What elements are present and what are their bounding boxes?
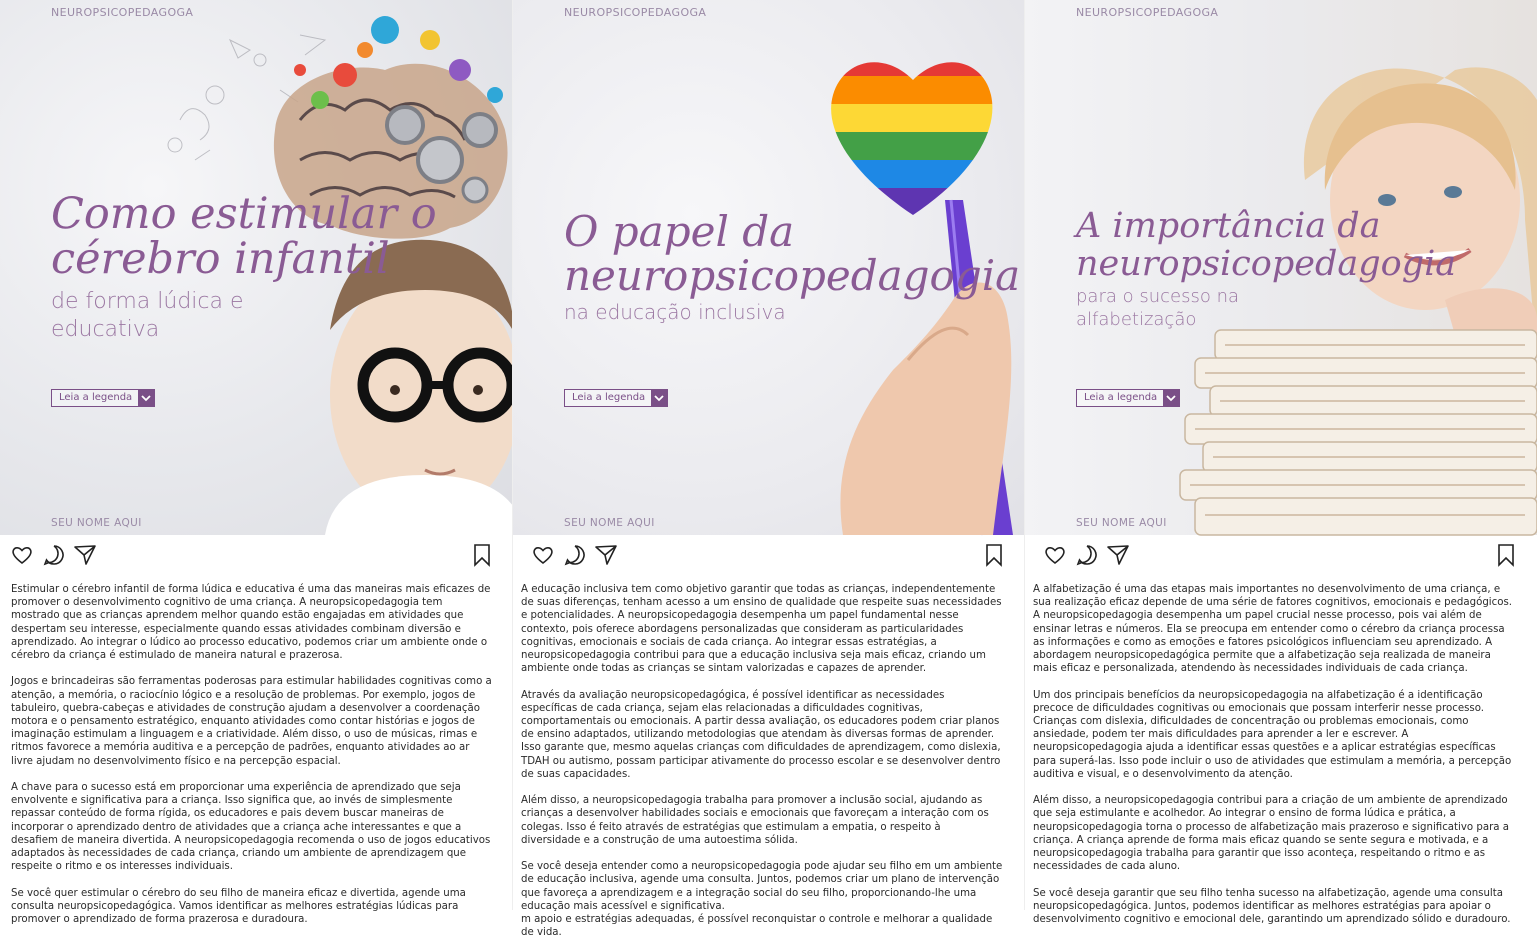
post-actions xyxy=(10,543,494,567)
caption-paragraph: Jogos e brincadeiras são ferramentas poderosas para estimular habilidades cognitivas como a atenção, a memória, o raciocínio lógico e a resolução de problemas. Por exemplo, jogos de tabuleiro, quebra-cabeças e atividades de construção ajudam a desenvolver a coordenação motora e o pensamento estratégico, enquanto atividades como contar histórias e jogos de imaginação estimulam a linguagem e a criatividade. Além disso, o uso de músicas, rimas e ritmos favorece a memória auditiva e a percepção de padrões, enquanto atividades ao ar livre ajudam no desenvolvimento físico e na percepção espacial. xyxy=(11,676,492,767)
caption-paragraph: A educação inclusiva tem como objetivo garantir que todas as crianças, independentemente de suas diferenças, tenham acesso a um ensino de qualidade que respeite suas necessidades e potencialidades. A neuropsicopedagogia desempenha um papel fundamental nesse contexto, pois oferece abordagens personalizadas que consideram as particularidades cognitivas, emocionais e sociais de cada criança. Ao integrar essas estratégias, a neuropsicopedagogia contribui para que a educação inclusiva seja mais eficaz, criando um ambiente onde todas as crianças se sintam valorizadas e capazes de aprender. xyxy=(521,584,1002,675)
post-caption xyxy=(11,583,493,926)
post-1 xyxy=(0,0,512,926)
post-image[interactable] xyxy=(1025,0,1537,535)
comment-icon[interactable] xyxy=(1075,543,1099,567)
heart-icon[interactable] xyxy=(531,543,555,567)
author-name: SEU NOME AQUI xyxy=(1076,517,1167,529)
caption-paragraph: Se você quer estimular o cérebro do seu filho de maneira eficaz e divertida, agende uma consulta neuropsicopedagógica. Vamos identificar as melhores estratégias lúdicas para promover o aprendizado de forma prazerosa e duradoura. xyxy=(11,887,466,926)
heart-icon[interactable] xyxy=(10,543,34,567)
caption-paragraph: Além disso, a neuropsicopedagogia trabalha para promover a inclusão social, ajudando as crianças a desenvolver habilidades sociais e emocionais que favoreçam a interação com os colegas. Isso é feito através de estratégias que estimulam a empatia, o respeito à diversidade e a construção de uma autoestima sólida. xyxy=(521,795,989,846)
bookmark-icon[interactable] xyxy=(982,543,1006,567)
post-subtitle xyxy=(1076,285,1239,331)
read-caption-label: Leia a legenda xyxy=(1084,392,1158,403)
read-caption-label: Leia a legenda xyxy=(572,392,646,403)
post-actions xyxy=(1035,543,1518,567)
comment-icon[interactable] xyxy=(563,543,587,567)
post-2 xyxy=(512,0,1024,939)
title-line: A importância da xyxy=(1076,206,1381,246)
caption-paragraph: Se você deseja garantir que seu filho tenha sucesso na alfabetização, agende uma consulta neuropsicopedagógica. Juntos, podemos identificar as melhores estratégias para apoiar o desenvolvimento cognitivo e emocional dele, garantindo um aprendizado sólido e duradouro. xyxy=(1033,887,1511,926)
caption-paragraph: A chave para o sucesso está em proporcionar uma experiência de aprendizado que seja envolvente e significativa para a criança. Isso significa que, ao invés de simplesmente repassar conteúdo de forma rígida, os educadores e pais devem buscar maneiras de incorporar o aprendizado dentro de atividades que a criança ache interessantes e que a desafiem de maneira divertida. A neuropsicopedagogia recomenda o uso de jogos educativos adaptados às necessidades de cada criança, criando um ambiente de aprendizagem que respeite o ritmo e os interesses individuais. xyxy=(11,782,491,873)
caption-paragraph: Um dos principais benefícios da neuropsicopedagogia na alfabetização é a identificação precoce de dificuldades cognitivas ou emocionais que possam interferir nesse processo. Crianças com dislexia, dificuldades de concentração ou problemas emocionais, como ansiedade, podem ter mais dificuldades para aprender a ler e escrever. A neuropsicopedagogia ajuda a identificar essas questões e a aplicar estratégias específicas para superá-las. Isso pode incluir o uso de atividades que estimulam a memória, a percepção auditiva e visual, e o desenvolvimento da atenção. xyxy=(1033,689,1512,780)
author-name: SEU NOME AQUI xyxy=(564,517,655,529)
post-title xyxy=(51,189,437,285)
post-image[interactable] xyxy=(0,0,512,535)
read-caption-label: Leia a legenda xyxy=(59,392,133,403)
comment-icon[interactable] xyxy=(42,543,66,567)
chevron-down-icon xyxy=(651,390,667,406)
caption-paragraph: Além disso, a neuropsicopedagogia contribui para a criação de um ambiente de aprendizado que seja estimulante e acolhedor. Ao integrar o ensino de forma lúdica e prática, a neuropsicopedagogia torna o processo de alfabetização mais prazeroso e significativo para a criança. A criança aprende de forma mais eficaz quando se sente segura e motivada, e a neuropsicopedagogia trabalha para garantir que isso aconteça, respeitando o ritmo e as necessidades de cada aluno. xyxy=(1033,795,1509,873)
share-icon[interactable] xyxy=(594,543,618,567)
caption-paragraph: A alfabetização é uma das etapas mais importantes no desenvolvimento de uma criança, e sua realização eficaz depende de uma série de fatores cognitivos, emocionais e pedagógicos. A neuropsicopedagogia desempenha um papel crucial nesse processo, pois vai além de ensinar letras e números. Ela se preocupa em entender como o cérebro da criança processa as informações e como as emoções e fatores psicológicos influenciam seu aprendizado. A abordagem neuropsicopedagógica permite que a alfabetização seja realizada de maneira mais eficaz e personalizada, atendendo às necessidades individuais de cada criança. xyxy=(1033,584,1512,675)
brand-label: NEUROPSICOPEDAGOGA xyxy=(564,6,707,19)
title-line: neuropsicopedagogia xyxy=(1076,243,1457,284)
share-icon[interactable] xyxy=(1106,543,1130,567)
brand-label: NEUROPSICOPEDAGOGA xyxy=(1076,6,1219,19)
subtitle-line: alfabetização xyxy=(1076,309,1197,330)
author-name: SEU NOME AQUI xyxy=(51,517,142,529)
post-title xyxy=(1076,208,1456,284)
caption-paragraph: Se você deseja entender como a neuropsicopedagogia pode ajudar seu filho em um ambiente de educação inclusiva, agende uma consulta. Juntos, podemos criar um plano de intervenção que favoreça a aprendizagem e a integração social do seu filho, proporcionando-lhe uma educação mais acessível e significativa. m apoio e estratégias adequadas, é possível reconquistar o controle e melhorar a qualidade de vida. xyxy=(521,861,1003,939)
read-caption-button[interactable] xyxy=(51,389,155,407)
title-line: O papel da xyxy=(564,207,795,256)
title-line: cérebro infantil xyxy=(51,234,390,285)
post-subtitle xyxy=(564,300,786,324)
subtitle-line: de forma lúdica e xyxy=(51,289,244,314)
subtitle-line: na educação inclusiva xyxy=(564,300,786,324)
heart-icon[interactable] xyxy=(1043,543,1067,567)
post-image[interactable] xyxy=(513,0,1025,535)
post-caption xyxy=(1033,583,1515,926)
read-caption-button[interactable] xyxy=(1076,389,1180,407)
share-icon[interactable] xyxy=(73,543,97,567)
bookmark-icon[interactable] xyxy=(1494,543,1518,567)
subtitle-line: educativa xyxy=(51,317,160,342)
title-line: neuropsicopedagogia xyxy=(564,251,1021,301)
bookmark-icon[interactable] xyxy=(470,543,494,567)
caption-paragraph: Estimular o cérebro infantil de forma lúdica e educativa é uma das maneiras mais eficazes de promover o desenvolvimento cognitivo de uma criança. A neuropsicopedagogia tem mostrado que as crianças aprendem melhor quando estão engajadas em atividades que despertam seu interesse, especialmente quando essas atividades combinam diversão e aprendizado. Ao integrar o lúdico ao processo educativo, podemos criar um ambiente onde o cérebro da criança é estimulado de maneira natural e prazerosa. xyxy=(11,584,491,662)
post-3 xyxy=(1024,0,1536,926)
read-caption-button[interactable] xyxy=(564,389,668,407)
brand-label: NEUROPSICOPEDAGOGA xyxy=(51,6,194,19)
post-caption xyxy=(521,583,1003,939)
post-subtitle xyxy=(51,288,244,344)
title-line: Como estimular o xyxy=(51,189,437,239)
post-actions xyxy=(523,543,1006,567)
caption-paragraph: Através da avaliação neuropsicopedagógica, é possível identificar as necessidades específicas de cada criança, sejam elas relacionadas a dificuldades cognitivas, comportamentais ou emocionais. A partir dessa avaliação, os educadores podem criar planos de ensino adaptados, utilizando metodologias que atendam às diversas formas de aprender. Isso garante que, mesmo aquelas crianças com dificuldades de aprendizagem, como dislexia, TDAH ou autismo, possam participar ativamente do processo escolar e se desenvolver dentro de suas capacidades. xyxy=(521,689,1001,780)
chevron-down-icon xyxy=(1163,390,1179,406)
subtitle-line: para o sucesso na xyxy=(1076,286,1240,307)
chevron-down-icon xyxy=(138,390,154,406)
post-title xyxy=(564,207,1021,301)
